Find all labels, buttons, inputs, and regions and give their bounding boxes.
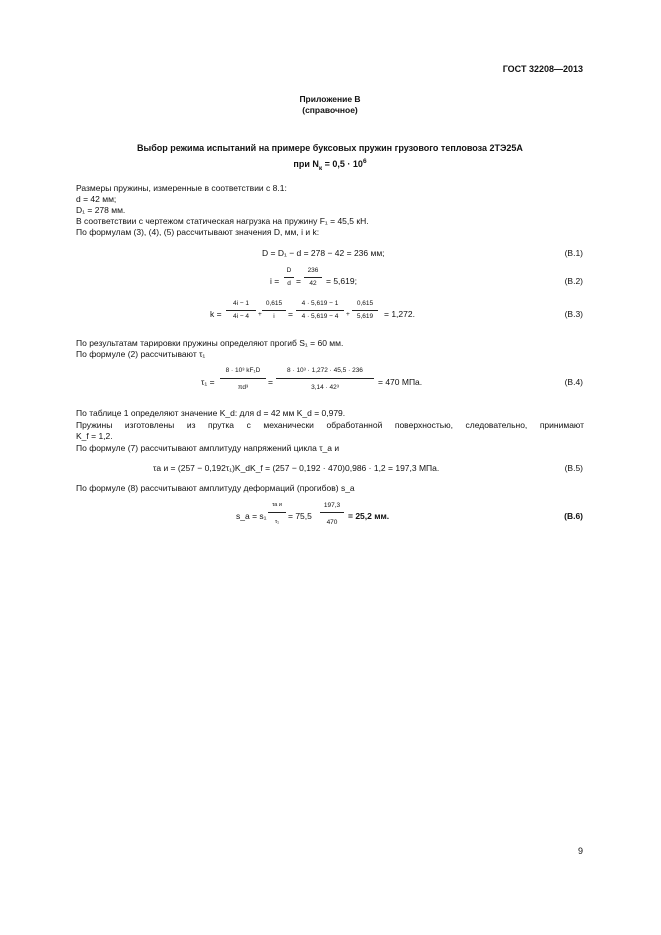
equation-b6-f2-den: 470 — [326, 519, 338, 526]
equation-b6-f1-num: τа и — [272, 502, 282, 508]
equation-b1: D = D₁ − d = 278 − 42 = 236 мм; — [262, 248, 385, 258]
equation-b2-frac2-num: 236 — [307, 267, 319, 274]
heading-sub: к — [318, 164, 323, 172]
tarring-line-2: По формуле (2) рассчитывают τ₁ — [76, 349, 206, 359]
equation-b2-frac2-bar — [304, 277, 322, 278]
equation-b3-f3-den: 4 · 5,619 − 4 — [301, 313, 339, 320]
intro-D1-line: D₁ = 278 мм. — [76, 205, 126, 215]
equation-b6-f1-den: τ₁ — [274, 519, 280, 525]
equation-b4-f2-num: 8 · 10³ · 1,272 · 45,5 · 236 — [287, 367, 363, 374]
equation-b3-f1-den: 4i − 4 — [232, 313, 250, 320]
equation-b2-frac1-num: D — [286, 267, 292, 274]
equation-b5: τа и = (257 − 0,192τ₁)K_dK_f = (257 − 0,192 · 470)0,986 · 1,2 = 197,3 МПа. — [153, 463, 440, 473]
equation-b4-f2-bar — [276, 378, 374, 379]
equation-b3-f2-bar — [262, 310, 286, 311]
equation-b3-plus1: + — [258, 311, 262, 318]
section-heading-line1: Выбор режима испытаний на примере буксовых пружин грузового тепловоза 2ТЭ25А — [137, 143, 523, 153]
equation-b2-rhs: = 5,619; — [326, 276, 357, 286]
appendix-note: (справочное) — [302, 105, 358, 115]
intro-formulas-line: По формулам (3), (4), (5) рассчитывают значения D, мм, i и k: — [76, 227, 320, 237]
document-code: ГОСТ 32208—2013 — [502, 64, 583, 74]
equation-b2-eq: = — [296, 276, 301, 286]
equation-b3-f3-bar — [296, 310, 344, 311]
equation-b3-f1-bar — [226, 310, 256, 311]
equation-b3-f1-num: 4i − 1 — [232, 300, 250, 307]
heading-sup: 6 — [362, 158, 367, 165]
equation-b3-number: (В.3) — [564, 309, 583, 319]
equation-b4-f1-bar — [220, 378, 266, 379]
equation-b6-f1-bar — [268, 512, 286, 513]
section-heading-line2 — [50, 156, 610, 174]
equation-b3-f2-den: i — [273, 313, 275, 320]
equation-b4-number: (В.4) — [564, 377, 583, 387]
equation-b3-eq: = — [288, 309, 293, 319]
equation-b1-number: (В.1) — [564, 248, 583, 258]
heading-prefix: при N — [293, 159, 319, 169]
tarring-line-1: По результатам тарировки пружины определяют прогиб S₁ = 60 мм. — [76, 338, 344, 348]
equation-b3-f4-bar — [352, 310, 378, 311]
equation-b3-f4-num: 0,615 — [356, 300, 374, 307]
equation-b3-lhs: k = — [210, 309, 222, 319]
equation-b2-lhs: i = — [270, 276, 280, 286]
equation-b4-f1-den: πd³ — [237, 384, 249, 391]
equation-b6-number: (В.6) — [564, 511, 583, 521]
equation-b3-f3-num: 4 · 5,619 − 1 — [301, 300, 339, 307]
equation-b2-frac1-den: d — [287, 280, 291, 287]
equation-b3-f2-num: 0,615 — [265, 300, 283, 307]
deformation-line: По формуле (8) рассчитывают амплитуду деформаций (прогибов) s_a — [76, 483, 355, 493]
page-number: 9 — [577, 846, 583, 856]
equation-b3-rhs: = 1,272. — [384, 309, 415, 319]
table-para-line-1: По таблице 1 определяют значение K_d: для d = 42 мм K_d = 0,979. — [76, 408, 346, 418]
intro-d-line: d = 42 мм; — [76, 194, 117, 204]
equation-b4-f1-num: 8 · 10³ kF₁D — [225, 367, 261, 374]
table-para-line-3: K_f = 1,2. — [76, 431, 113, 441]
heading-value: = 0,5 · 10 — [322, 159, 363, 169]
equation-b4-lhs: τ₁ = — [201, 377, 215, 387]
table-para-line-2: Пружины изготовлены из прутка с механически обработанной поверхностью, следовательно, принимают — [76, 420, 584, 430]
equation-b2-frac2-den: 42 — [309, 280, 317, 287]
equation-b6-f2-num: 197,3 — [323, 502, 341, 509]
equation-b2-number: (В.2) — [564, 276, 583, 286]
equation-b5-number: (В.5) — [564, 463, 583, 473]
equation-b3-f4-den: 5,619 — [356, 313, 374, 320]
equation-b6-eq: = 75,5 — [288, 511, 312, 521]
equation-b6-f2-bar — [320, 512, 344, 513]
table-para-line-4: По формуле (7) рассчитывают амплитуду напряжений цикла τ_а и — [76, 443, 340, 453]
appendix-title: Приложение В — [299, 94, 361, 104]
equation-b6-lhs: s_a = s₁ — [236, 511, 267, 521]
equation-b4-rhs: = 470 МПа. — [378, 377, 423, 387]
equation-b4-eq: = — [268, 377, 273, 387]
equation-b6-rhs: = 25,2 мм. — [348, 511, 390, 521]
intro-line-1: Размеры пружины, измеренные в соответствии с 8.1: — [76, 183, 287, 193]
equation-b3-plus2: + — [346, 311, 350, 318]
intro-load-line: В соответствии с чертежом статическая нагрузка на пружину F₁ = 45,5 кН. — [76, 216, 369, 226]
equation-b4-f2-den: 3,14 · 42³ — [311, 384, 339, 391]
equation-b2-frac1-bar — [284, 277, 294, 278]
